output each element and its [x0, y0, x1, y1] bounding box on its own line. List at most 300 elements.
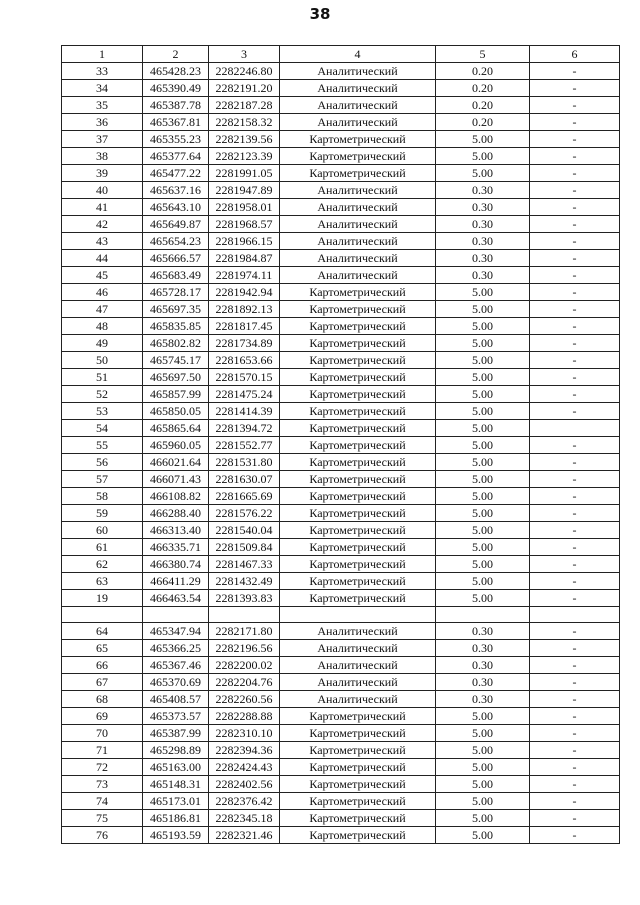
y-coordinate-cell: 2282187.28 [209, 97, 280, 114]
note-cell: - [530, 318, 620, 335]
accuracy-cell: 5.00 [436, 708, 530, 725]
x-coordinate-cell: 465960.05 [143, 437, 209, 454]
accuracy-cell: 0.30 [436, 182, 530, 199]
y-coordinate-cell: 2281509.84 [209, 539, 280, 556]
point-number-cell: 72 [62, 759, 143, 776]
point-number-cell: 47 [62, 301, 143, 318]
y-coordinate-cell [209, 607, 280, 623]
x-coordinate-cell [143, 607, 209, 623]
table-row [62, 216, 620, 233]
accuracy-cell: 5.00 [436, 318, 530, 335]
accuracy-cell: 0.20 [436, 63, 530, 80]
y-coordinate-cell: 2282191.20 [209, 80, 280, 97]
table-row [62, 165, 620, 182]
table-row [62, 607, 620, 623]
method-cell: Картометрический [280, 318, 436, 335]
table-row [62, 437, 620, 454]
note-cell: - [530, 674, 620, 691]
table-row [62, 793, 620, 810]
method-cell: Картометрический [280, 810, 436, 827]
method-cell: Картометрический [280, 284, 436, 301]
accuracy-cell [436, 607, 530, 623]
y-coordinate-cell: 2281540.04 [209, 522, 280, 539]
y-coordinate-cell: 2281576.22 [209, 505, 280, 522]
method-cell: Аналитический [280, 80, 436, 97]
method-cell: Картометрический [280, 539, 436, 556]
note-cell: - [530, 742, 620, 759]
accuracy-cell: 0.30 [436, 216, 530, 233]
x-coordinate-cell: 465347.94 [143, 623, 209, 640]
table-row [62, 827, 620, 844]
accuracy-cell: 5.00 [436, 420, 530, 437]
accuracy-cell: 5.00 [436, 522, 530, 539]
x-coordinate-cell: 465745.17 [143, 352, 209, 369]
y-coordinate-cell: 2282196.56 [209, 640, 280, 657]
x-coordinate-cell: 465390.49 [143, 80, 209, 97]
y-coordinate-cell: 2281984.87 [209, 250, 280, 267]
note-cell: - [530, 148, 620, 165]
accuracy-cell: 5.00 [436, 556, 530, 573]
method-cell: Аналитический [280, 623, 436, 640]
point-number-cell: 43 [62, 233, 143, 250]
note-cell: - [530, 131, 620, 148]
method-cell: Картометрический [280, 590, 436, 607]
note-cell: - [530, 691, 620, 708]
point-number-cell: 19 [62, 590, 143, 607]
method-cell: Картометрический [280, 437, 436, 454]
method-cell: Картометрический [280, 471, 436, 488]
table-row [62, 623, 620, 640]
y-coordinate-cell: 2281552.77 [209, 437, 280, 454]
method-cell: Аналитический [280, 97, 436, 114]
y-coordinate-cell: 2281432.49 [209, 573, 280, 590]
point-number-cell: 37 [62, 131, 143, 148]
table-row [62, 284, 620, 301]
point-number-cell: 69 [62, 708, 143, 725]
point-number-cell: 62 [62, 556, 143, 573]
accuracy-cell: 5.00 [436, 488, 530, 505]
header-cell-6: 6 [530, 46, 620, 63]
table-row [62, 131, 620, 148]
table-row [62, 318, 620, 335]
accuracy-cell: 0.30 [436, 267, 530, 284]
header-cell-3: 3 [209, 46, 280, 63]
point-number-cell: 41 [62, 199, 143, 216]
point-number-cell: 42 [62, 216, 143, 233]
table-row [62, 182, 620, 199]
note-cell [530, 420, 620, 437]
table-body [62, 63, 620, 844]
note-cell: - [530, 708, 620, 725]
x-coordinate-cell: 465148.31 [143, 776, 209, 793]
x-coordinate-cell: 465637.16 [143, 182, 209, 199]
table-row [62, 505, 620, 522]
x-coordinate-cell: 465186.81 [143, 810, 209, 827]
x-coordinate-cell: 465387.78 [143, 97, 209, 114]
accuracy-cell: 5.00 [436, 437, 530, 454]
point-number-cell: 52 [62, 386, 143, 403]
point-number-cell: 53 [62, 403, 143, 420]
method-cell [280, 607, 436, 623]
point-number-cell: 40 [62, 182, 143, 199]
method-cell: Картометрический [280, 505, 436, 522]
point-number-cell: 60 [62, 522, 143, 539]
point-number-cell [62, 607, 143, 623]
y-coordinate-cell: 2282310.10 [209, 725, 280, 742]
accuracy-cell: 5.00 [436, 454, 530, 471]
note-cell: - [530, 97, 620, 114]
accuracy-cell: 0.20 [436, 114, 530, 131]
x-coordinate-cell: 465666.57 [143, 250, 209, 267]
accuracy-cell: 5.00 [436, 776, 530, 793]
method-cell: Картометрический [280, 759, 436, 776]
note-cell: - [530, 590, 620, 607]
point-number-cell: 67 [62, 674, 143, 691]
point-number-cell: 74 [62, 793, 143, 810]
y-coordinate-cell: 2281394.72 [209, 420, 280, 437]
y-coordinate-cell: 2281393.83 [209, 590, 280, 607]
accuracy-cell: 0.30 [436, 640, 530, 657]
x-coordinate-cell: 465850.05 [143, 403, 209, 420]
table-row [62, 725, 620, 742]
note-cell: - [530, 556, 620, 573]
note-cell: - [530, 776, 620, 793]
point-number-cell: 66 [62, 657, 143, 674]
note-cell: - [530, 199, 620, 216]
y-coordinate-cell: 2282123.39 [209, 148, 280, 165]
table-row [62, 199, 620, 216]
table-row [62, 250, 620, 267]
x-coordinate-cell: 465835.85 [143, 318, 209, 335]
x-coordinate-cell: 465370.69 [143, 674, 209, 691]
table-row [62, 63, 620, 80]
x-coordinate-cell: 465654.23 [143, 233, 209, 250]
accuracy-cell: 0.20 [436, 80, 530, 97]
y-coordinate-cell: 2281958.01 [209, 199, 280, 216]
accuracy-cell: 0.30 [436, 250, 530, 267]
x-coordinate-cell: 465728.17 [143, 284, 209, 301]
method-cell: Аналитический [280, 63, 436, 80]
method-cell: Картометрический [280, 556, 436, 573]
note-cell: - [530, 640, 620, 657]
point-number-cell: 59 [62, 505, 143, 522]
y-coordinate-cell: 2281653.66 [209, 352, 280, 369]
accuracy-cell: 5.00 [436, 165, 530, 182]
method-cell: Картометрический [280, 352, 436, 369]
method-cell: Картометрический [280, 420, 436, 437]
point-number-cell: 36 [62, 114, 143, 131]
accuracy-cell: 5.00 [436, 793, 530, 810]
method-cell: Картометрический [280, 386, 436, 403]
method-cell: Аналитический [280, 674, 436, 691]
table-row [62, 352, 620, 369]
method-cell: Картометрический [280, 742, 436, 759]
x-coordinate-cell: 465367.81 [143, 114, 209, 131]
accuracy-cell: 5.00 [436, 742, 530, 759]
method-cell: Картометрический [280, 148, 436, 165]
y-coordinate-cell: 2281892.13 [209, 301, 280, 318]
accuracy-cell: 5.00 [436, 386, 530, 403]
header-row [62, 46, 620, 63]
accuracy-cell: 0.30 [436, 623, 530, 640]
y-coordinate-cell: 2281991.05 [209, 165, 280, 182]
method-cell: Аналитический [280, 640, 436, 657]
method-cell: Аналитический [280, 182, 436, 199]
accuracy-cell: 5.00 [436, 301, 530, 318]
table-row [62, 233, 620, 250]
accuracy-cell: 5.00 [436, 505, 530, 522]
table-row [62, 522, 620, 539]
table-row [62, 386, 620, 403]
note-cell: - [530, 267, 620, 284]
y-coordinate-cell: 2281570.15 [209, 369, 280, 386]
note-cell: - [530, 80, 620, 97]
note-cell: - [530, 335, 620, 352]
table-row [62, 708, 620, 725]
table-row [62, 556, 620, 573]
note-cell: - [530, 454, 620, 471]
page-number: 38 [309, 5, 331, 23]
point-number-cell: 46 [62, 284, 143, 301]
note-cell: - [530, 284, 620, 301]
note-cell: - [530, 182, 620, 199]
y-coordinate-cell: 2281414.39 [209, 403, 280, 420]
point-number-cell: 73 [62, 776, 143, 793]
table-row [62, 691, 620, 708]
method-cell: Картометрический [280, 403, 436, 420]
header-cell-4: 4 [280, 46, 436, 63]
point-number-cell: 68 [62, 691, 143, 708]
x-coordinate-cell: 465683.49 [143, 267, 209, 284]
x-coordinate-cell: 465366.25 [143, 640, 209, 657]
accuracy-cell: 5.00 [436, 131, 530, 148]
table-row [62, 590, 620, 607]
accuracy-cell: 5.00 [436, 148, 530, 165]
table-row [62, 810, 620, 827]
note-cell: - [530, 810, 620, 827]
point-number-cell: 50 [62, 352, 143, 369]
y-coordinate-cell: 2281665.69 [209, 488, 280, 505]
method-cell: Картометрический [280, 335, 436, 352]
note-cell: - [530, 250, 620, 267]
note-cell: - [530, 573, 620, 590]
point-number-cell: 54 [62, 420, 143, 437]
note-cell: - [530, 114, 620, 131]
method-cell: Картометрический [280, 165, 436, 182]
point-number-cell: 55 [62, 437, 143, 454]
x-coordinate-cell: 465377.64 [143, 148, 209, 165]
x-coordinate-cell: 465298.89 [143, 742, 209, 759]
header-cell-5: 5 [436, 46, 530, 63]
x-coordinate-cell: 465355.23 [143, 131, 209, 148]
accuracy-cell: 5.00 [436, 759, 530, 776]
note-cell: - [530, 386, 620, 403]
note-cell: - [530, 827, 620, 844]
table-row [62, 420, 620, 437]
y-coordinate-cell: 2281817.45 [209, 318, 280, 335]
point-number-cell: 48 [62, 318, 143, 335]
y-coordinate-cell: 2282288.88 [209, 708, 280, 725]
y-coordinate-cell: 2282139.56 [209, 131, 280, 148]
accuracy-cell: 5.00 [436, 827, 530, 844]
y-coordinate-cell: 2281475.24 [209, 386, 280, 403]
note-cell [530, 607, 620, 623]
accuracy-cell: 5.00 [436, 471, 530, 488]
accuracy-cell: 5.00 [436, 573, 530, 590]
note-cell: - [530, 539, 620, 556]
y-coordinate-cell: 2281966.15 [209, 233, 280, 250]
y-coordinate-cell: 2282158.32 [209, 114, 280, 131]
note-cell: - [530, 725, 620, 742]
note-cell: - [530, 437, 620, 454]
method-cell: Аналитический [280, 216, 436, 233]
method-cell: Аналитический [280, 250, 436, 267]
point-number-cell: 58 [62, 488, 143, 505]
table-row [62, 454, 620, 471]
accuracy-cell: 0.30 [436, 233, 530, 250]
note-cell: - [530, 369, 620, 386]
x-coordinate-cell: 465697.50 [143, 369, 209, 386]
point-number-cell: 44 [62, 250, 143, 267]
point-number-cell: 65 [62, 640, 143, 657]
note-cell: - [530, 352, 620, 369]
point-number-cell: 63 [62, 573, 143, 590]
table-row [62, 657, 620, 674]
method-cell: Аналитический [280, 114, 436, 131]
method-cell: Аналитический [280, 691, 436, 708]
x-coordinate-cell: 465163.00 [143, 759, 209, 776]
x-coordinate-cell: 466380.74 [143, 556, 209, 573]
table-row [62, 776, 620, 793]
y-coordinate-cell: 2282394.36 [209, 742, 280, 759]
y-coordinate-cell: 2282345.18 [209, 810, 280, 827]
x-coordinate-cell: 465173.01 [143, 793, 209, 810]
x-coordinate-cell: 465477.22 [143, 165, 209, 182]
accuracy-cell: 0.20 [436, 97, 530, 114]
x-coordinate-cell: 465408.57 [143, 691, 209, 708]
y-coordinate-cell: 2281968.57 [209, 216, 280, 233]
note-cell: - [530, 165, 620, 182]
table-row [62, 114, 620, 131]
note-cell: - [530, 216, 620, 233]
method-cell: Картометрический [280, 708, 436, 725]
table-row [62, 742, 620, 759]
point-number-cell: 57 [62, 471, 143, 488]
note-cell: - [530, 522, 620, 539]
table-row [62, 97, 620, 114]
point-number-cell: 70 [62, 725, 143, 742]
note-cell: - [530, 505, 620, 522]
accuracy-cell: 5.00 [436, 590, 530, 607]
x-coordinate-cell: 465373.57 [143, 708, 209, 725]
table-row [62, 573, 620, 590]
table-row [62, 80, 620, 97]
point-number-cell: 33 [62, 63, 143, 80]
note-cell: - [530, 63, 620, 80]
point-number-cell: 61 [62, 539, 143, 556]
note-cell: - [530, 623, 620, 640]
y-coordinate-cell: 2282260.56 [209, 691, 280, 708]
accuracy-cell: 0.30 [436, 674, 530, 691]
x-coordinate-cell: 465697.35 [143, 301, 209, 318]
point-number-cell: 76 [62, 827, 143, 844]
y-coordinate-cell: 2281947.89 [209, 182, 280, 199]
header-cell-2: 2 [143, 46, 209, 63]
x-coordinate-cell: 466288.40 [143, 505, 209, 522]
x-coordinate-cell: 465387.99 [143, 725, 209, 742]
y-coordinate-cell: 2282402.56 [209, 776, 280, 793]
method-cell: Аналитический [280, 657, 436, 674]
table-row [62, 488, 620, 505]
table-row [62, 759, 620, 776]
x-coordinate-cell: 466021.64 [143, 454, 209, 471]
y-coordinate-cell: 2282376.42 [209, 793, 280, 810]
table-header [62, 46, 620, 63]
x-coordinate-cell: 465865.64 [143, 420, 209, 437]
method-cell: Аналитический [280, 199, 436, 216]
method-cell: Картометрический [280, 776, 436, 793]
y-coordinate-cell: 2281531.80 [209, 454, 280, 471]
y-coordinate-cell: 2281630.07 [209, 471, 280, 488]
table-row [62, 148, 620, 165]
note-cell: - [530, 403, 620, 420]
note-cell: - [530, 301, 620, 318]
x-coordinate-cell: 465367.46 [143, 657, 209, 674]
accuracy-cell: 5.00 [436, 335, 530, 352]
method-cell: Картометрический [280, 488, 436, 505]
y-coordinate-cell: 2281734.89 [209, 335, 280, 352]
point-number-cell: 71 [62, 742, 143, 759]
x-coordinate-cell: 465802.82 [143, 335, 209, 352]
note-cell: - [530, 759, 620, 776]
accuracy-cell: 5.00 [436, 352, 530, 369]
y-coordinate-cell: 2282200.02 [209, 657, 280, 674]
y-coordinate-cell: 2282424.43 [209, 759, 280, 776]
note-cell: - [530, 657, 620, 674]
method-cell: Картометрический [280, 454, 436, 471]
accuracy-cell: 5.00 [436, 810, 530, 827]
x-coordinate-cell: 466313.40 [143, 522, 209, 539]
note-cell: - [530, 488, 620, 505]
method-cell: Картометрический [280, 827, 436, 844]
table-row [62, 335, 620, 352]
x-coordinate-cell: 466108.82 [143, 488, 209, 505]
x-coordinate-cell: 465193.59 [143, 827, 209, 844]
table-row [62, 369, 620, 386]
method-cell: Картометрический [280, 573, 436, 590]
table-row [62, 403, 620, 420]
coordinates-table [61, 45, 620, 844]
x-coordinate-cell: 466335.71 [143, 539, 209, 556]
table-row [62, 267, 620, 284]
point-number-cell: 64 [62, 623, 143, 640]
method-cell: Картометрический [280, 522, 436, 539]
accuracy-cell: 5.00 [436, 725, 530, 742]
accuracy-cell: 0.30 [436, 657, 530, 674]
point-number-cell: 38 [62, 148, 143, 165]
method-cell: Картометрический [280, 793, 436, 810]
table-row [62, 640, 620, 657]
note-cell: - [530, 793, 620, 810]
method-cell: Картометрический [280, 131, 436, 148]
y-coordinate-cell: 2282246.80 [209, 63, 280, 80]
table-row [62, 301, 620, 318]
method-cell: Аналитический [280, 267, 436, 284]
accuracy-cell: 5.00 [436, 403, 530, 420]
point-number-cell: 45 [62, 267, 143, 284]
point-number-cell: 75 [62, 810, 143, 827]
method-cell: Картометрический [280, 301, 436, 318]
